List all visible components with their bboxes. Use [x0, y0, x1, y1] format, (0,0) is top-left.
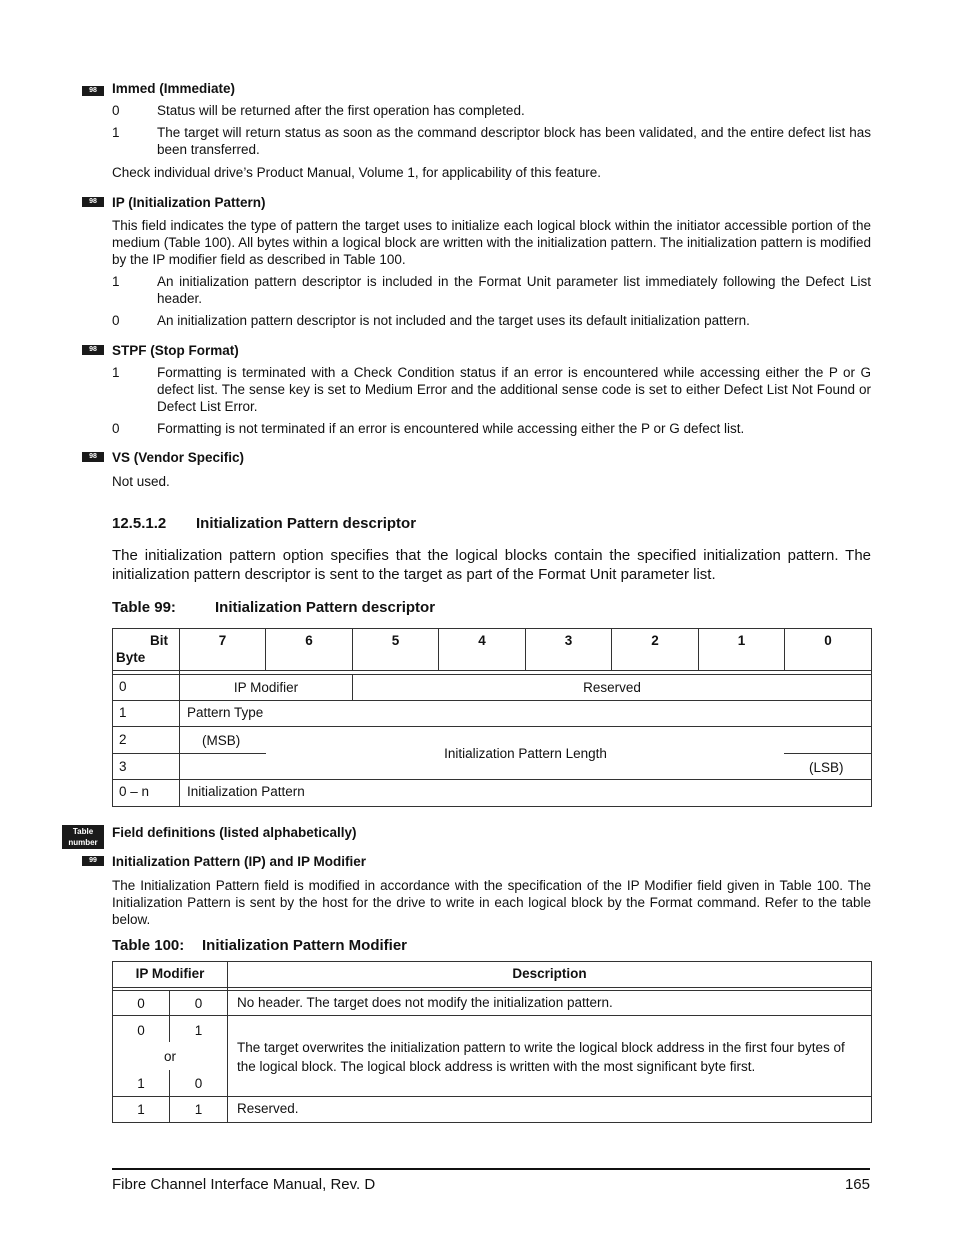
list-item-text: Formatting is terminated with a Check Condition status if an error is encountered while accessing either the P or G defect list. The sense key is set to Medium Error and the additional sense code is set to either Defect List Not Found or Defect List Error. [157, 365, 871, 414]
list-item-text: Status will be returned after the first operation has completed. [157, 103, 525, 118]
table99-caption [112, 599, 435, 616]
byte-1: 1 [119, 705, 127, 720]
byte-0: 0 [119, 679, 127, 694]
section-heading [112, 515, 416, 532]
table-ref-tag: 98 [82, 197, 104, 207]
list-item-text: The target will return status as soon as the command descriptor block has been validated, and the entire defect list has been transferred. [157, 125, 871, 157]
byte-2: 2 [119, 732, 127, 747]
field-heading-ip: IP (Initialization Pattern) [112, 195, 266, 210]
row2-bit-b2: 0 [194, 1076, 203, 1091]
section-title: Initialization Pattern descriptor [196, 515, 417, 532]
page-number: 165 [844, 1176, 870, 1193]
row3-bit-a: 1 [137, 1102, 145, 1117]
header-bit-2: 2 [651, 633, 659, 648]
ip-modifier-cell: IP Modifier [233, 680, 299, 695]
header-bit-4: 4 [478, 633, 486, 648]
list-item-text: An initialization pattern descriptor is not included and the target uses its default initialization pattern. [157, 313, 750, 328]
header-bit-5: 5 [391, 633, 400, 648]
header-bit-1: 1 [737, 633, 746, 648]
field-heading-ip-modifier: Initialization Pattern (IP) and IP Modifier [112, 854, 367, 869]
row2-or: or [163, 1049, 176, 1064]
row1-bit-b: 0 [194, 996, 203, 1011]
list-item-number: 0 [112, 103, 120, 118]
row2-description: The target overwrites the initialization pattern to write the logical block address in the first four bytes of the logical block. The logical block address is written with the most significant byte first. [237, 1040, 845, 1074]
header-bit-7: 7 [218, 633, 227, 648]
list-item-number: 0 [112, 313, 120, 328]
byte-3: 3 [119, 759, 127, 774]
vs-text: Not used. [112, 474, 170, 489]
table-ref-tag: 98 [82, 86, 104, 96]
list-item-number: 1 [112, 365, 120, 380]
table99-caption-number: Table 99: [112, 599, 176, 616]
field-heading-immed: Immed (Immediate) [112, 81, 236, 96]
ip-modifier-description: The Initialization Pattern field is modified in accordance with the specification of the IP Modifier field given in Table 100. The Initialization Pattern is sent by the host for the drive to write in each logical block by the Format command. Refer to the table below. [112, 878, 871, 927]
row3-bit-b: 1 [194, 1102, 203, 1117]
table-ref-tag: 98 [82, 452, 104, 462]
lsb-label: (LSB) [809, 760, 844, 775]
table100-caption-number: Table 100: [112, 937, 185, 954]
pattern-length-cell: Initialization Pattern Length [444, 746, 607, 761]
initialization-pattern-cell: Initialization Pattern [187, 784, 305, 799]
header-ip-modifier: IP Modifier [135, 966, 205, 981]
msb-label: (MSB) [202, 733, 241, 748]
row2-bit-a2: 1 [137, 1076, 145, 1091]
list-item-number: 1 [112, 274, 120, 289]
pattern-type-cell: Pattern Type [187, 705, 264, 720]
immed-note: Check individual drive’s Product Manual, Volume 1, for applicability of this feature. [112, 165, 602, 180]
table99-caption-title: Initialization Pattern descriptor [215, 599, 436, 616]
ip-description: This field indicates the type of pattern the target uses to initialize each logical block within the initiator accessible portion of the medium (Table 100). All bytes within a logical block are written with the initialization pattern. The initialization pattern is modified by the IP modifier field as described in Table 100. [112, 218, 871, 267]
list-item-number: 0 [112, 421, 120, 436]
header-bit-3: 3 [564, 633, 573, 648]
row2-bit-b1: 1 [194, 1023, 203, 1038]
footer-title: Fibre Channel Interface Manual, Rev. D [112, 1176, 376, 1193]
section-number: 12.5.1.2 [112, 515, 167, 532]
header-bit-0: 0 [824, 633, 832, 648]
table-ref-tag: 99 [82, 856, 104, 866]
list-item-text: An initialization pattern descriptor is included in the Format Unit parameter list immediately following the Defect List header. [157, 274, 871, 306]
list-item-number: 1 [112, 125, 120, 140]
list-item-text: Formatting is not terminated if an error is encountered while accessing either the P or G defect list. [157, 421, 745, 436]
byte-0-n: 0 – n [119, 784, 150, 799]
field-definitions-heading: Field definitions (listed alphabetically) [112, 825, 357, 840]
row2-bit-a1: 0 [137, 1023, 145, 1038]
header-bit: Bit [150, 633, 168, 648]
header-description: Description [512, 966, 587, 981]
field-heading-vs: VS (Vendor Specific) [112, 450, 245, 465]
row1-description: No header. The target does not modify the initialization pattern. [237, 995, 613, 1010]
section-body: The initialization pattern option specifies that the logical blocks contain the specified initialization pattern. The initialization pattern descriptor is sent to the target as part of the Format Unit parameter list. [112, 547, 871, 583]
table100-caption-title: Initialization Pattern Modifier [202, 937, 408, 954]
reserved-cell: Reserved [583, 680, 641, 695]
row3-description: Reserved. [237, 1101, 299, 1116]
row1-bit-a: 0 [137, 996, 145, 1011]
table-ref-tag: 98 [82, 345, 104, 355]
table100-caption [112, 937, 407, 954]
table-number-tag: Table number [62, 825, 104, 849]
header-byte: Byte [116, 650, 146, 665]
header-bit-6: 6 [305, 633, 313, 648]
field-heading-stpf: STPF (Stop Format) [112, 343, 239, 358]
